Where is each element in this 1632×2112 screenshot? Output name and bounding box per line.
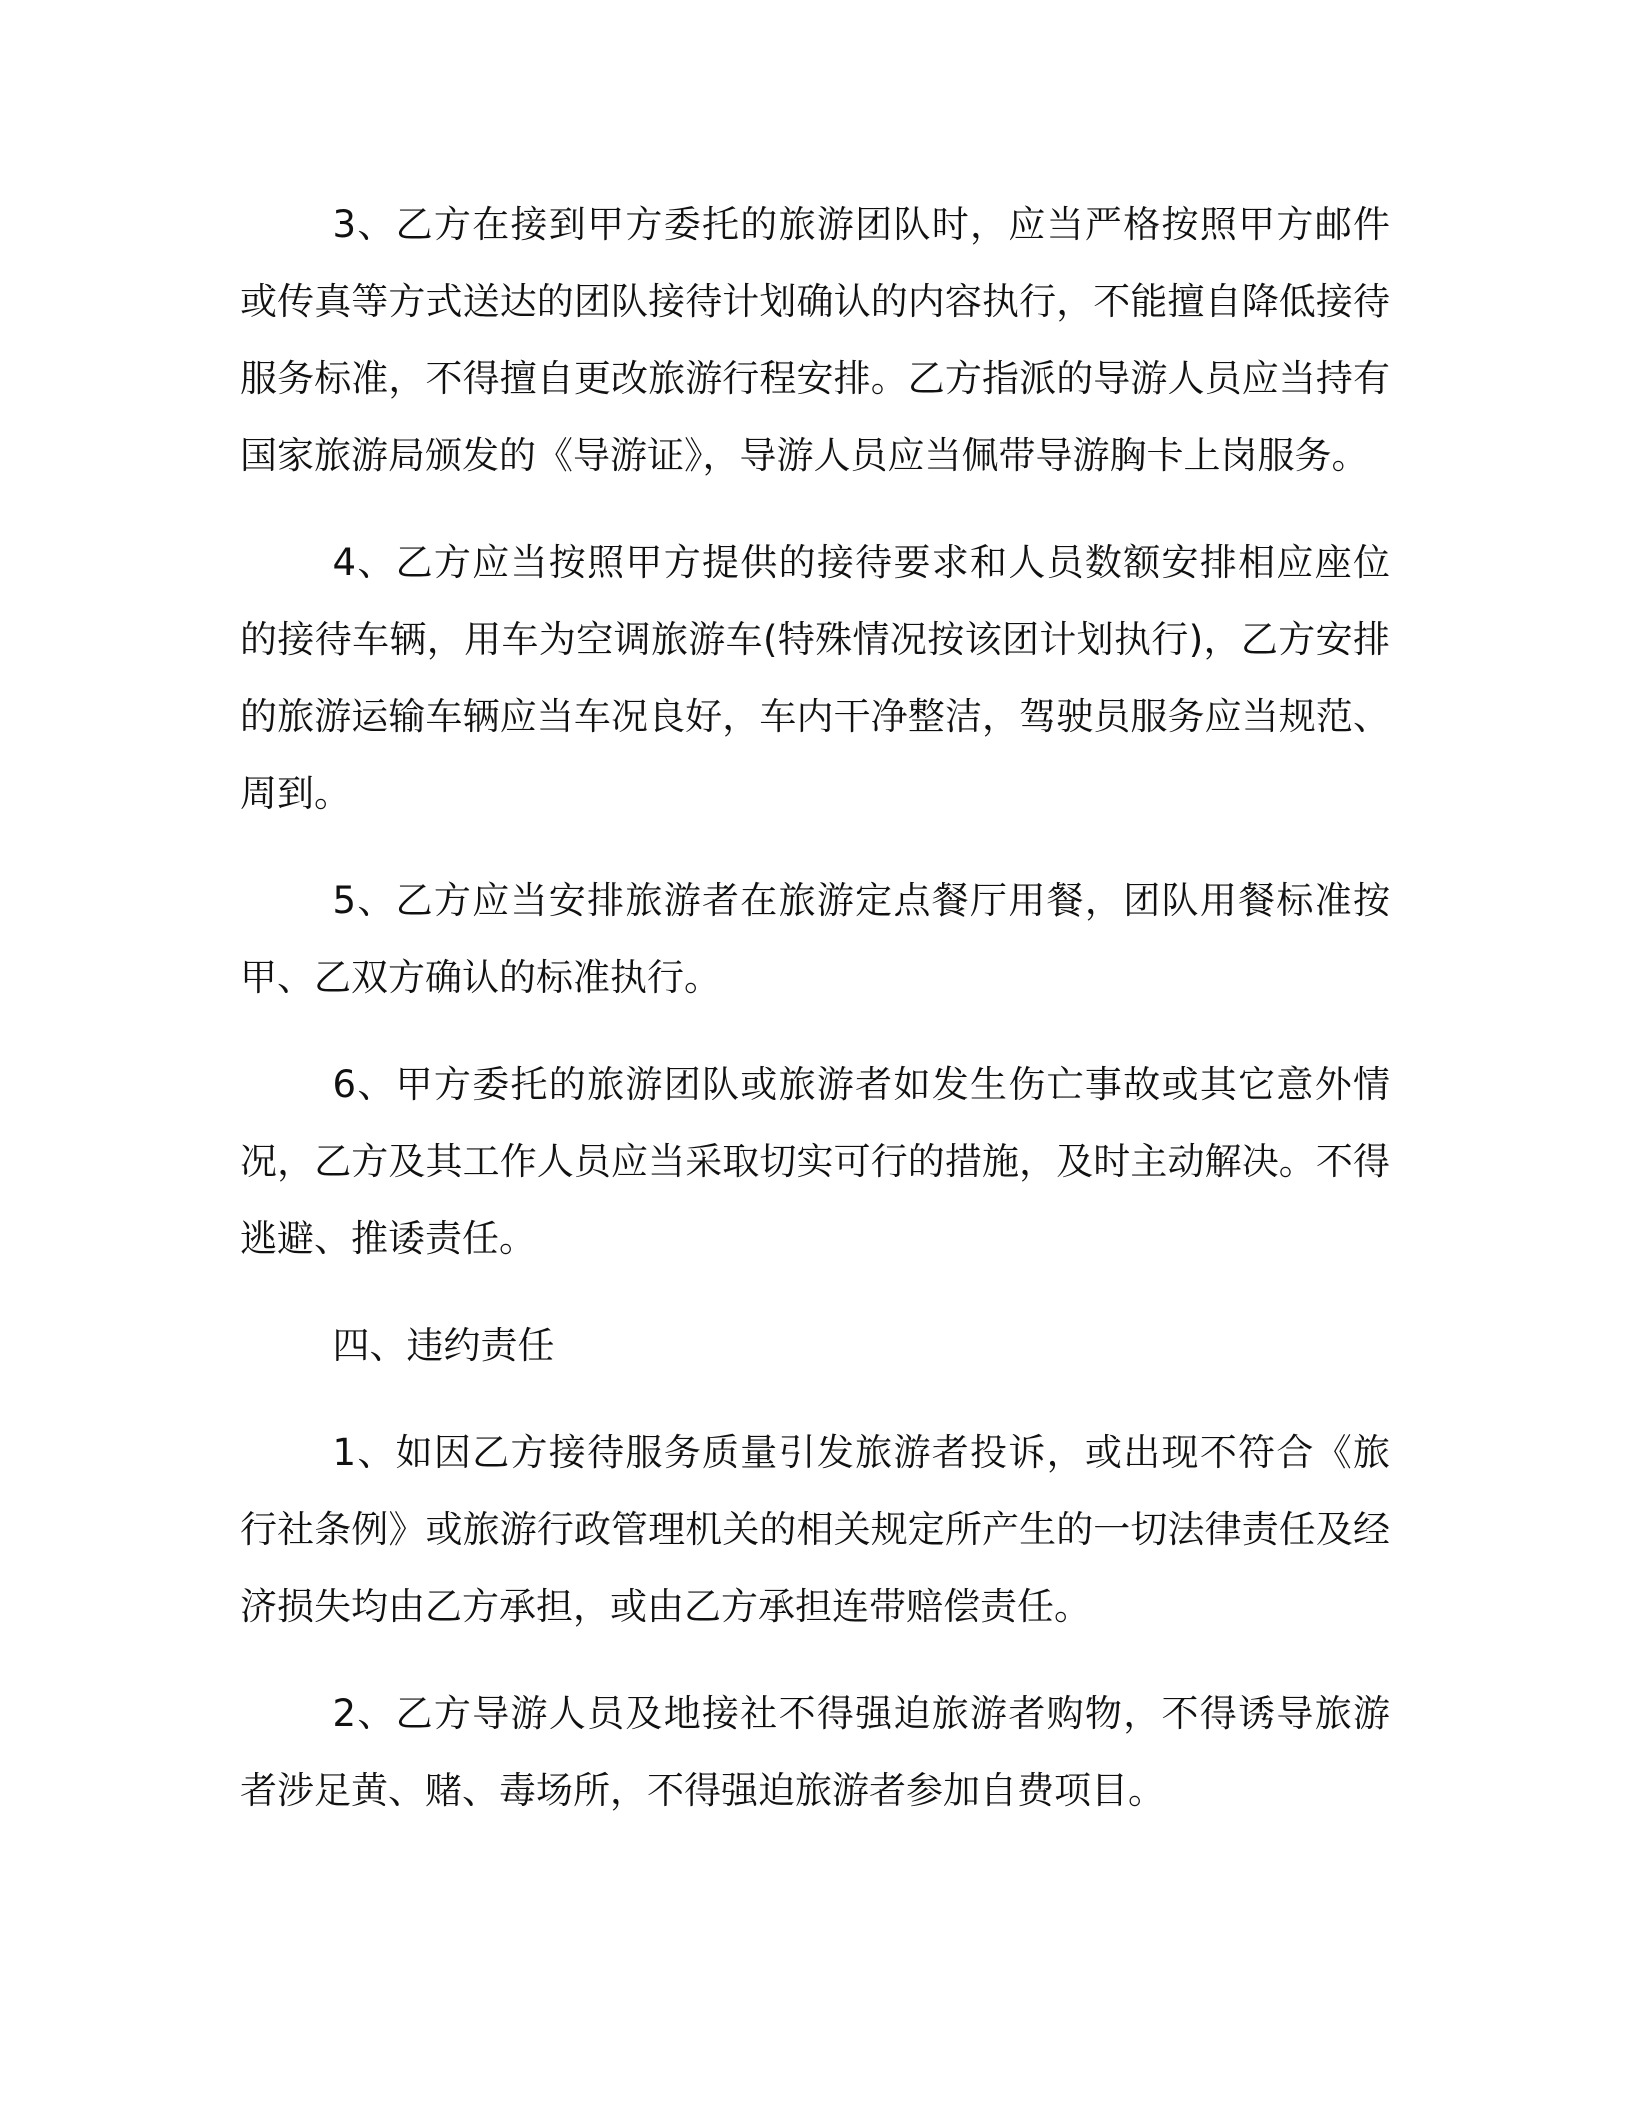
paragraph-clause-3: 3、乙方在接到甲方委托的旅游团队时，应当严格按照甲方邮件或传真等方式送达的团队接待计划确认的内容执行，不能擅自降低接待服务标准，不得擅自更改旅游行程安排。乙方指派的导游人员应当持有国家旅游局颁发的《导游证》，导游人员应当佩带导游胸卡上岗服务。 xyxy=(240,203,1390,477)
paragraph-liability-2: 2、乙方导游人员及地接社不得强迫旅游者购物，不得诱导旅游者涉足黄、赌、毒场所，不得强迫旅游者参加自费项目。 xyxy=(240,1692,1390,1812)
section-heading-breach-liability: 四、违约责任 xyxy=(332,1324,555,1367)
document-body xyxy=(240,186,1390,1859)
paragraph-clause-4: 4、乙方应当按照甲方提供的接待要求和人员数额安排相应座位的接待车辆，用车为空调旅游车(特殊情况按该团计划执行)，乙方安排的旅游运输车辆应当车况良好，车内干净整洁，驾驶员服务应当规范、周到。 xyxy=(240,541,1390,815)
paragraph-liability-1: 1、如因乙方接待服务质量引发旅游者投诉，或出现不符合《旅行社条例》或旅游行政管理机关的相关规定所产生的一切法律责任及经济损失均由乙方承担，或由乙方承担连带赔偿责任。 xyxy=(240,1431,1390,1628)
paragraph-clause-5: 5、乙方应当安排旅游者在旅游定点餐厅用餐，团队用餐标准按甲、乙双方确认的标准执行。 xyxy=(240,879,1390,999)
paragraph-clause-6: 6、甲方委托的旅游团队或旅游者如发生伤亡事故或其它意外情况，乙方及其工作人员应当采取切实可行的措施，及时主动解决。不得逃避、推诿责任。 xyxy=(240,1063,1390,1260)
